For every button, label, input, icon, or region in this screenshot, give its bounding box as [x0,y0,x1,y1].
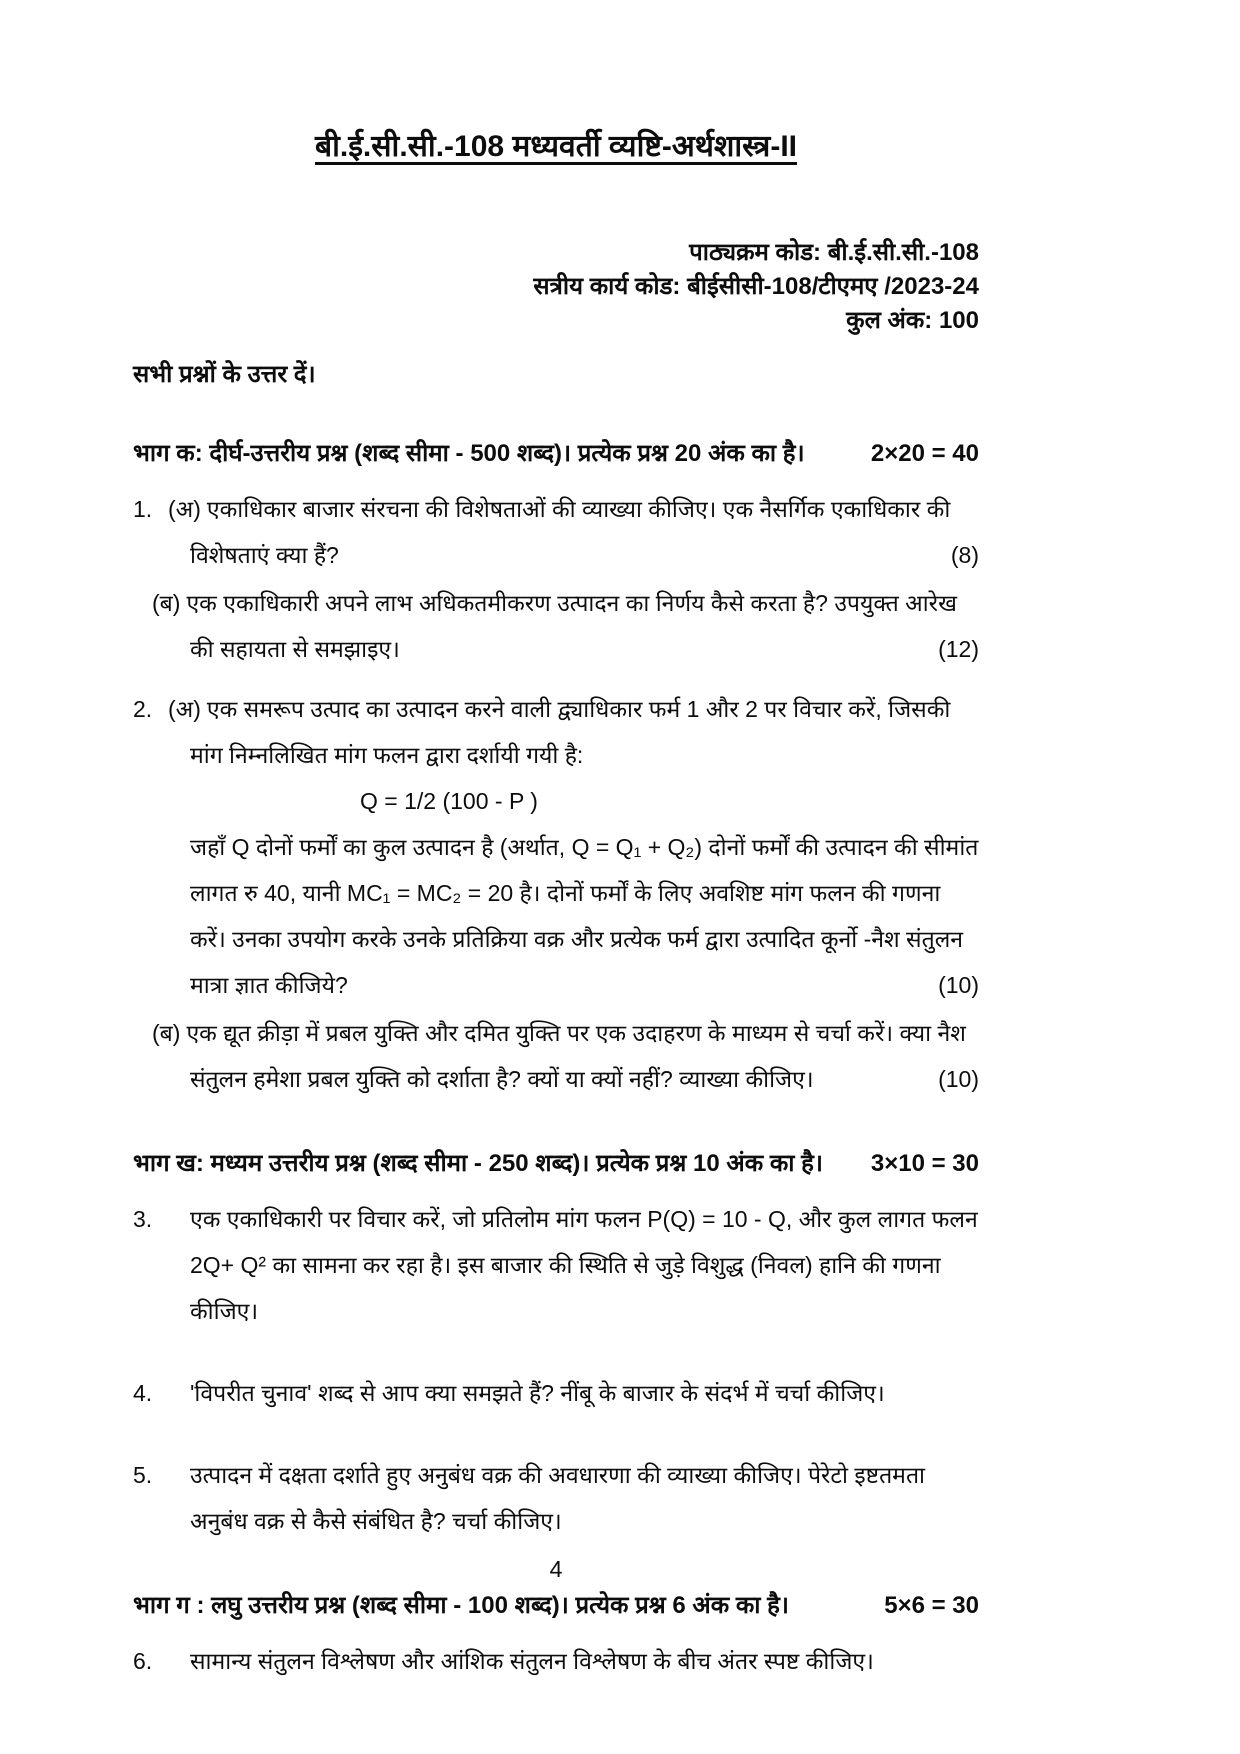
question-2a-intro [168,686,979,778]
question-2b-label: (ब) [152,1020,181,1046]
section-c-heading [133,1588,979,1624]
question-1-number: 1. [133,496,153,522]
question-1a-body [168,486,979,578]
question-4-number: 4. [133,1380,153,1406]
question-2a-marks: (10) [938,972,979,998]
question-2a-main-text: जहाँ Q दोनों फर्मों का कुल उत्पादन है (अर्थात, Q = Q₁ + Q₂) दोनों फर्मों की उत्पादन की सीमांत लागत रु 40, यानी MC₁ = MC₂ = 20 है। दोनों फर्मों के लिए अवशिष्ट मांग फलन की गणना करें। उनका उपयोग करके उनके प्रतिक्रिया वक्र और प्रत्येक फर्म द्वारा उत्पादित कूर्नो -नैश संतुलन मात्रा ज्ञात कीजिये? [190,834,979,998]
question-2a-label: (अ) [168,696,201,722]
question-6 [133,1638,979,1684]
question-2a-intro-text: एक समरूप उत्पाद का उत्पादन करने वाली द्व्याधिकार फर्म 1 और 2 पर विचार करें, जिसकी मांग निम्नलिखित मांग फलन द्वारा दर्शायी गयी है: [190,696,951,768]
question-2-part-a [133,686,979,1008]
demand-function-formula: Q = 1/2 (100 - P ) [360,788,538,814]
question-3-number: 3. [133,1206,153,1232]
question-1-part-a [133,486,979,578]
question-1a-text: एकाधिकार बाजार संरचना की विशेषताओं की व्याख्या कीजिए। एक नैसर्गिक एकाधिकार की विशेषताएं क्या हैं? [190,496,951,568]
question-4-text: 'विपरीत चुनाव' शब्द से आप क्या समझते हैं? नींबू के बाजार के संदर्भ में चर्चा कीजिए। [190,1380,885,1406]
question-3-paragraph [190,1196,979,1334]
section-c-marks: 5×6 = 30 [884,1592,979,1619]
section-a-marks: 2×20 = 40 [870,440,979,467]
question-1b-label: (ब) [152,590,181,616]
question-2b-marks: (10) [938,1066,979,1092]
content-column [133,0,979,1684]
question-2b-text: एक द्यूत क्रीड़ा में प्रबल युक्ति और दमित युक्ति पर एक उदाहरण के माध्यम से चर्चा करें। क्या नैश संतुलन हमेशा प्रबल युक्ति को दर्शाता है? क्यों या क्यों नहीं? व्याख्या कीजिए। [186,1020,966,1092]
question-3-text: एक एकाधिकारी पर विचार करें, जो प्रतिलोम मांग फलन P(Q) = 10 - Q, और कुल लागत फलन 2Q+ Q² का सामना कर रहा है। इस बाजार की स्थिति से जुड़े विशुद्ध (निवल) हानि की गणना कीजिए। [190,1206,978,1324]
question-2a-body [168,686,979,1008]
question-2b-paragraph [152,1010,979,1102]
page-number: 4 [549,1556,563,1582]
question-6-number: 6. [133,1648,153,1674]
question-1a-marks: (8) [950,542,979,568]
question-5-number: 5. [133,1462,153,1488]
question-6-body [190,1638,979,1684]
section-b-heading [133,1146,979,1182]
question-6-text: सामान्य संतुलन विश्लेषण और आंशिक संतुलन विश्लेषण के बीच अंतर स्पष्ट कीजिए। [190,1648,874,1674]
page-title: बी.ई.सी.सी.-108 मध्यवर्ती व्यष्टि-अर्थशास्त्र-II [314,130,798,163]
question-3-body [190,1196,979,1334]
section-c-title: भाग ग : लघु उत्तरीय प्रश्न (शब्द सीमा - 100 शब्द)। प्रत्येक प्रश्न 6 अंक का है। [133,1592,789,1619]
question-1a-label: (अ) [168,496,201,522]
question-4 [133,1370,979,1416]
section-a-title: भाग क: दीर्घ-उत्तरीय प्रश्न (शब्द सीमा - 500 शब्द)। प्रत्येक प्रश्न 20 अंक का है। [133,440,805,467]
meta-block [133,236,979,338]
course-code-line: पाठ्यक्रम कोड: बी.ई.सी.सी.-108 [689,239,979,266]
question-1b-paragraph [152,580,979,672]
question-4-paragraph [190,1370,979,1416]
question-2-number: 2. [133,696,153,722]
question-3 [133,1196,979,1334]
section-a-heading [133,436,979,472]
question-2a-main [190,824,979,1008]
instruction-line: सभी प्रश्नों के उत्तर दें। [133,361,316,388]
question-2-part-b [133,1010,979,1102]
question-2b-body [152,1010,979,1102]
question-1-part-b [133,580,979,672]
question-5-body [190,1452,979,1544]
question-1b-marks: (12) [938,636,979,662]
question-1b-body [152,580,979,672]
question-1a-paragraph [168,486,979,578]
question-5-text: उत्पादन में दक्षता दर्शाते हुए अनुबंध वक्र की अवधारणा की व्याख्या कीजिए। पेरेटो इष्टतमता अनुबंध वक्र से कैसे संबंधित है? चर्चा कीजिए। [190,1462,926,1534]
assignment-code-line: सत्रीय कार्य कोड: बीईसीसी-108/टीएमए /2023-24 [533,273,979,300]
total-marks-line: कुल अंक: 100 [846,307,979,334]
question-6-paragraph [190,1638,979,1684]
question-5 [133,1452,979,1544]
section-b-marks: 3×10 = 30 [870,1150,979,1177]
question-4-body [190,1370,979,1416]
question-1b-text: एक एकाधिकारी अपने लाभ अधिकतमीकरण उत्पादन का निर्णय कैसे करता है? उपयुक्त आरेख की सहायता से समझाइए। [186,590,957,662]
section-b-title: भाग ख: मध्यम उत्तरीय प्रश्न (शब्द सीमा - 250 शब्द)। प्रत्येक प्रश्न 10 अंक का है। [133,1150,823,1177]
question-5-paragraph [190,1452,979,1544]
